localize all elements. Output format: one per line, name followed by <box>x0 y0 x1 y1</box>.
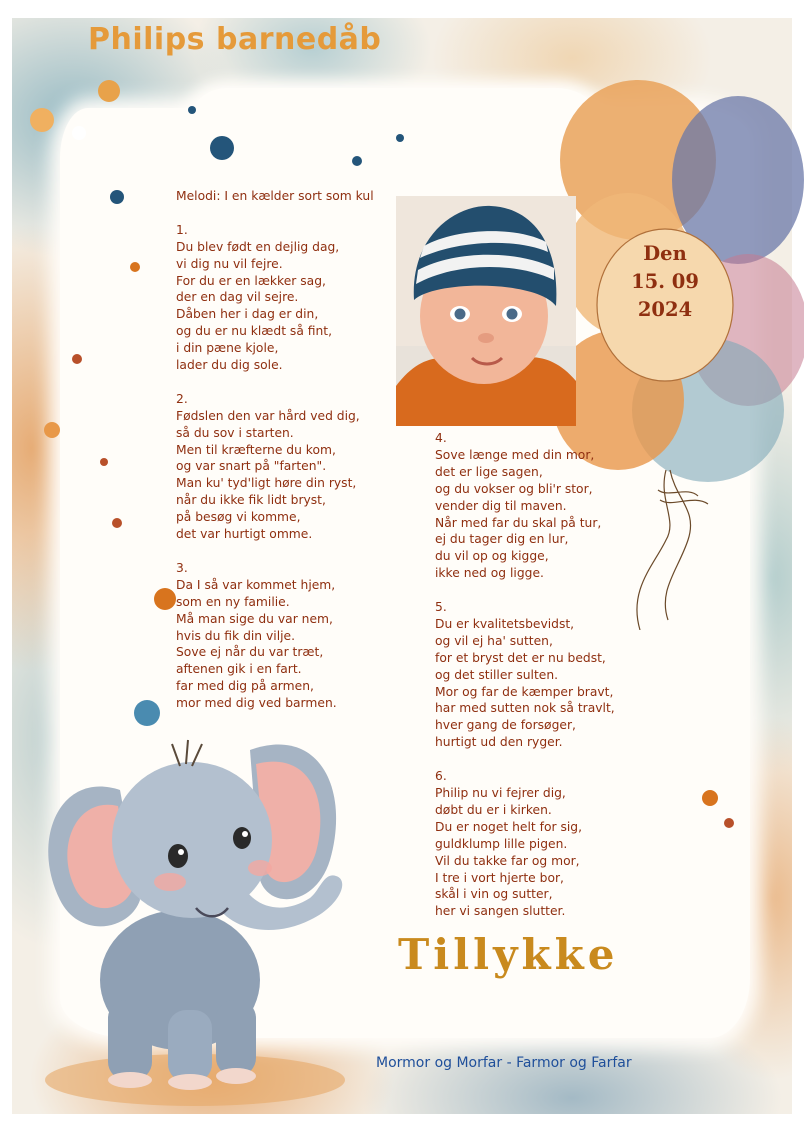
paint-dot <box>702 790 718 806</box>
paint-dot <box>112 518 122 528</box>
verse-line: mor med dig ved barmen. <box>176 696 337 711</box>
verse-line: du vil op og kigge, <box>435 549 549 564</box>
verse-line: og det stiller sulten. <box>435 667 559 682</box>
verse <box>435 599 615 751</box>
verse-line: og vil ej ha' sutten, <box>435 633 553 648</box>
paint-dot <box>188 106 196 114</box>
verse-number: 4. <box>435 431 447 445</box>
elephant-icon <box>20 730 370 1110</box>
verse <box>176 222 374 374</box>
verse-line: og du vokser og bli'r stor, <box>435 481 593 496</box>
date-line: 2024 <box>637 298 693 321</box>
greeting-text: Tillykke <box>398 930 619 979</box>
verse-line: her vi sangen slutter. <box>435 904 566 919</box>
verse-line: Sove ej når du var træt, <box>176 645 324 660</box>
melody-line: Melodi: I en kælder sort som kul <box>176 189 374 203</box>
verse-line: aftenen gik i en fart. <box>176 662 302 677</box>
verse-line: har med sutten nok så travlt, <box>435 701 615 716</box>
verse-line: når du ikke fik lidt bryst, <box>176 493 326 508</box>
verse-line: på besøg vi komme, <box>176 510 301 525</box>
verse-line: Sove længe med din mor, <box>435 447 595 462</box>
verse-line: lader du dig sole. <box>176 358 283 373</box>
verse-line: for et bryst det er nu bedst, <box>435 650 606 665</box>
paint-dot <box>100 458 108 466</box>
verse-line: Fødslen den var hård ved dig, <box>176 408 360 423</box>
verse-number: 1. <box>176 222 188 237</box>
verse-line: I tre i vort hjerte bor, <box>435 870 564 885</box>
verse-line: hurtigt ud den ryger. <box>435 735 563 750</box>
poem-column-left <box>176 188 374 712</box>
verse-number: 5. <box>435 600 447 615</box>
verse-line: og du er nu klædt så fint, <box>176 324 333 339</box>
verse-line: Men til kræfterne du kom, <box>176 442 336 457</box>
verse-line: skål i vin og sutter, <box>435 887 553 902</box>
verse-line: i din pæne kjole, <box>176 341 279 356</box>
paint-dot <box>724 818 734 828</box>
paint-dot <box>154 588 176 610</box>
verse-line: vi dig nu vil fejre. <box>176 256 283 271</box>
verse-line: som en ny familie. <box>176 594 290 609</box>
poem-column-right <box>435 430 615 920</box>
verse <box>435 430 615 582</box>
verse-line: Vil du takke far og mor, <box>435 853 580 868</box>
verse-line: vender dig til maven. <box>435 498 567 513</box>
verse-number: 6. <box>435 769 447 784</box>
verse-line: der en dag vil sejre. <box>176 290 299 305</box>
verse-line: guldklump lille pigen. <box>435 836 568 851</box>
paint-dot <box>134 700 160 726</box>
paint-dot <box>98 80 120 102</box>
verse-line: hver gang de forsøger, <box>435 718 576 733</box>
verse-line: Du er noget helt for sig, <box>435 819 582 834</box>
verse-line: far med dig på armen, <box>176 679 314 694</box>
verse-line: Da I så var kommet hjem, <box>176 577 336 592</box>
verse <box>176 391 374 543</box>
verse-line: Du blev født en dejlig dag, <box>176 239 340 254</box>
paint-dot <box>30 108 54 132</box>
verse-line: Man ku' tyd'ligt høre din ryst, <box>176 476 357 491</box>
footer-signature: Mormor og Morfar - Farmor og Farfar <box>376 1055 632 1071</box>
verse-line: Du er kvalitetsbevidst, <box>435 616 575 631</box>
verse-line: Philip nu vi fejrer dig, <box>435 786 566 800</box>
paint-dot <box>352 156 362 166</box>
verse-line: det er lige sagen, <box>435 464 543 479</box>
verse-line: ej du tager dig en lur, <box>435 532 569 547</box>
baby-photo <box>396 196 576 426</box>
verse-line: Når med far du skal på tur, <box>435 515 602 530</box>
verse <box>176 560 374 712</box>
verse <box>435 768 615 920</box>
verse-line: For du er en lækker sag, <box>176 273 326 288</box>
date-line: 15. 09 <box>631 270 699 293</box>
verse-line: det var hurtigt omme. <box>176 527 313 542</box>
baptism-date <box>605 240 725 324</box>
page-title: Philips barnedåb <box>88 22 382 57</box>
verse-line: og var snart på "farten". <box>176 459 327 474</box>
paint-dot <box>396 134 404 142</box>
paint-dot <box>110 190 124 204</box>
paint-dot <box>130 262 140 272</box>
paint-dot <box>72 354 82 364</box>
paint-dot <box>72 126 86 140</box>
verse-line: hvis du fik din vilje. <box>176 628 296 643</box>
verse-line: så du sov i starten. <box>176 425 294 440</box>
paint-dot <box>210 136 234 160</box>
paint-dot <box>44 422 60 438</box>
verse-line: døbt du er i kirken. <box>435 802 552 817</box>
verse-number: 2. <box>176 391 188 406</box>
verse-line: ikke ned og ligge. <box>435 566 544 581</box>
verse-line: Dåben her i dag er din, <box>176 307 319 322</box>
verse-number: 3. <box>176 560 188 575</box>
verse-line: Mor og far de kæmper bravt, <box>435 684 614 699</box>
date-line: Den <box>643 242 687 265</box>
verse-line: Må man sige du var nem, <box>176 611 333 626</box>
